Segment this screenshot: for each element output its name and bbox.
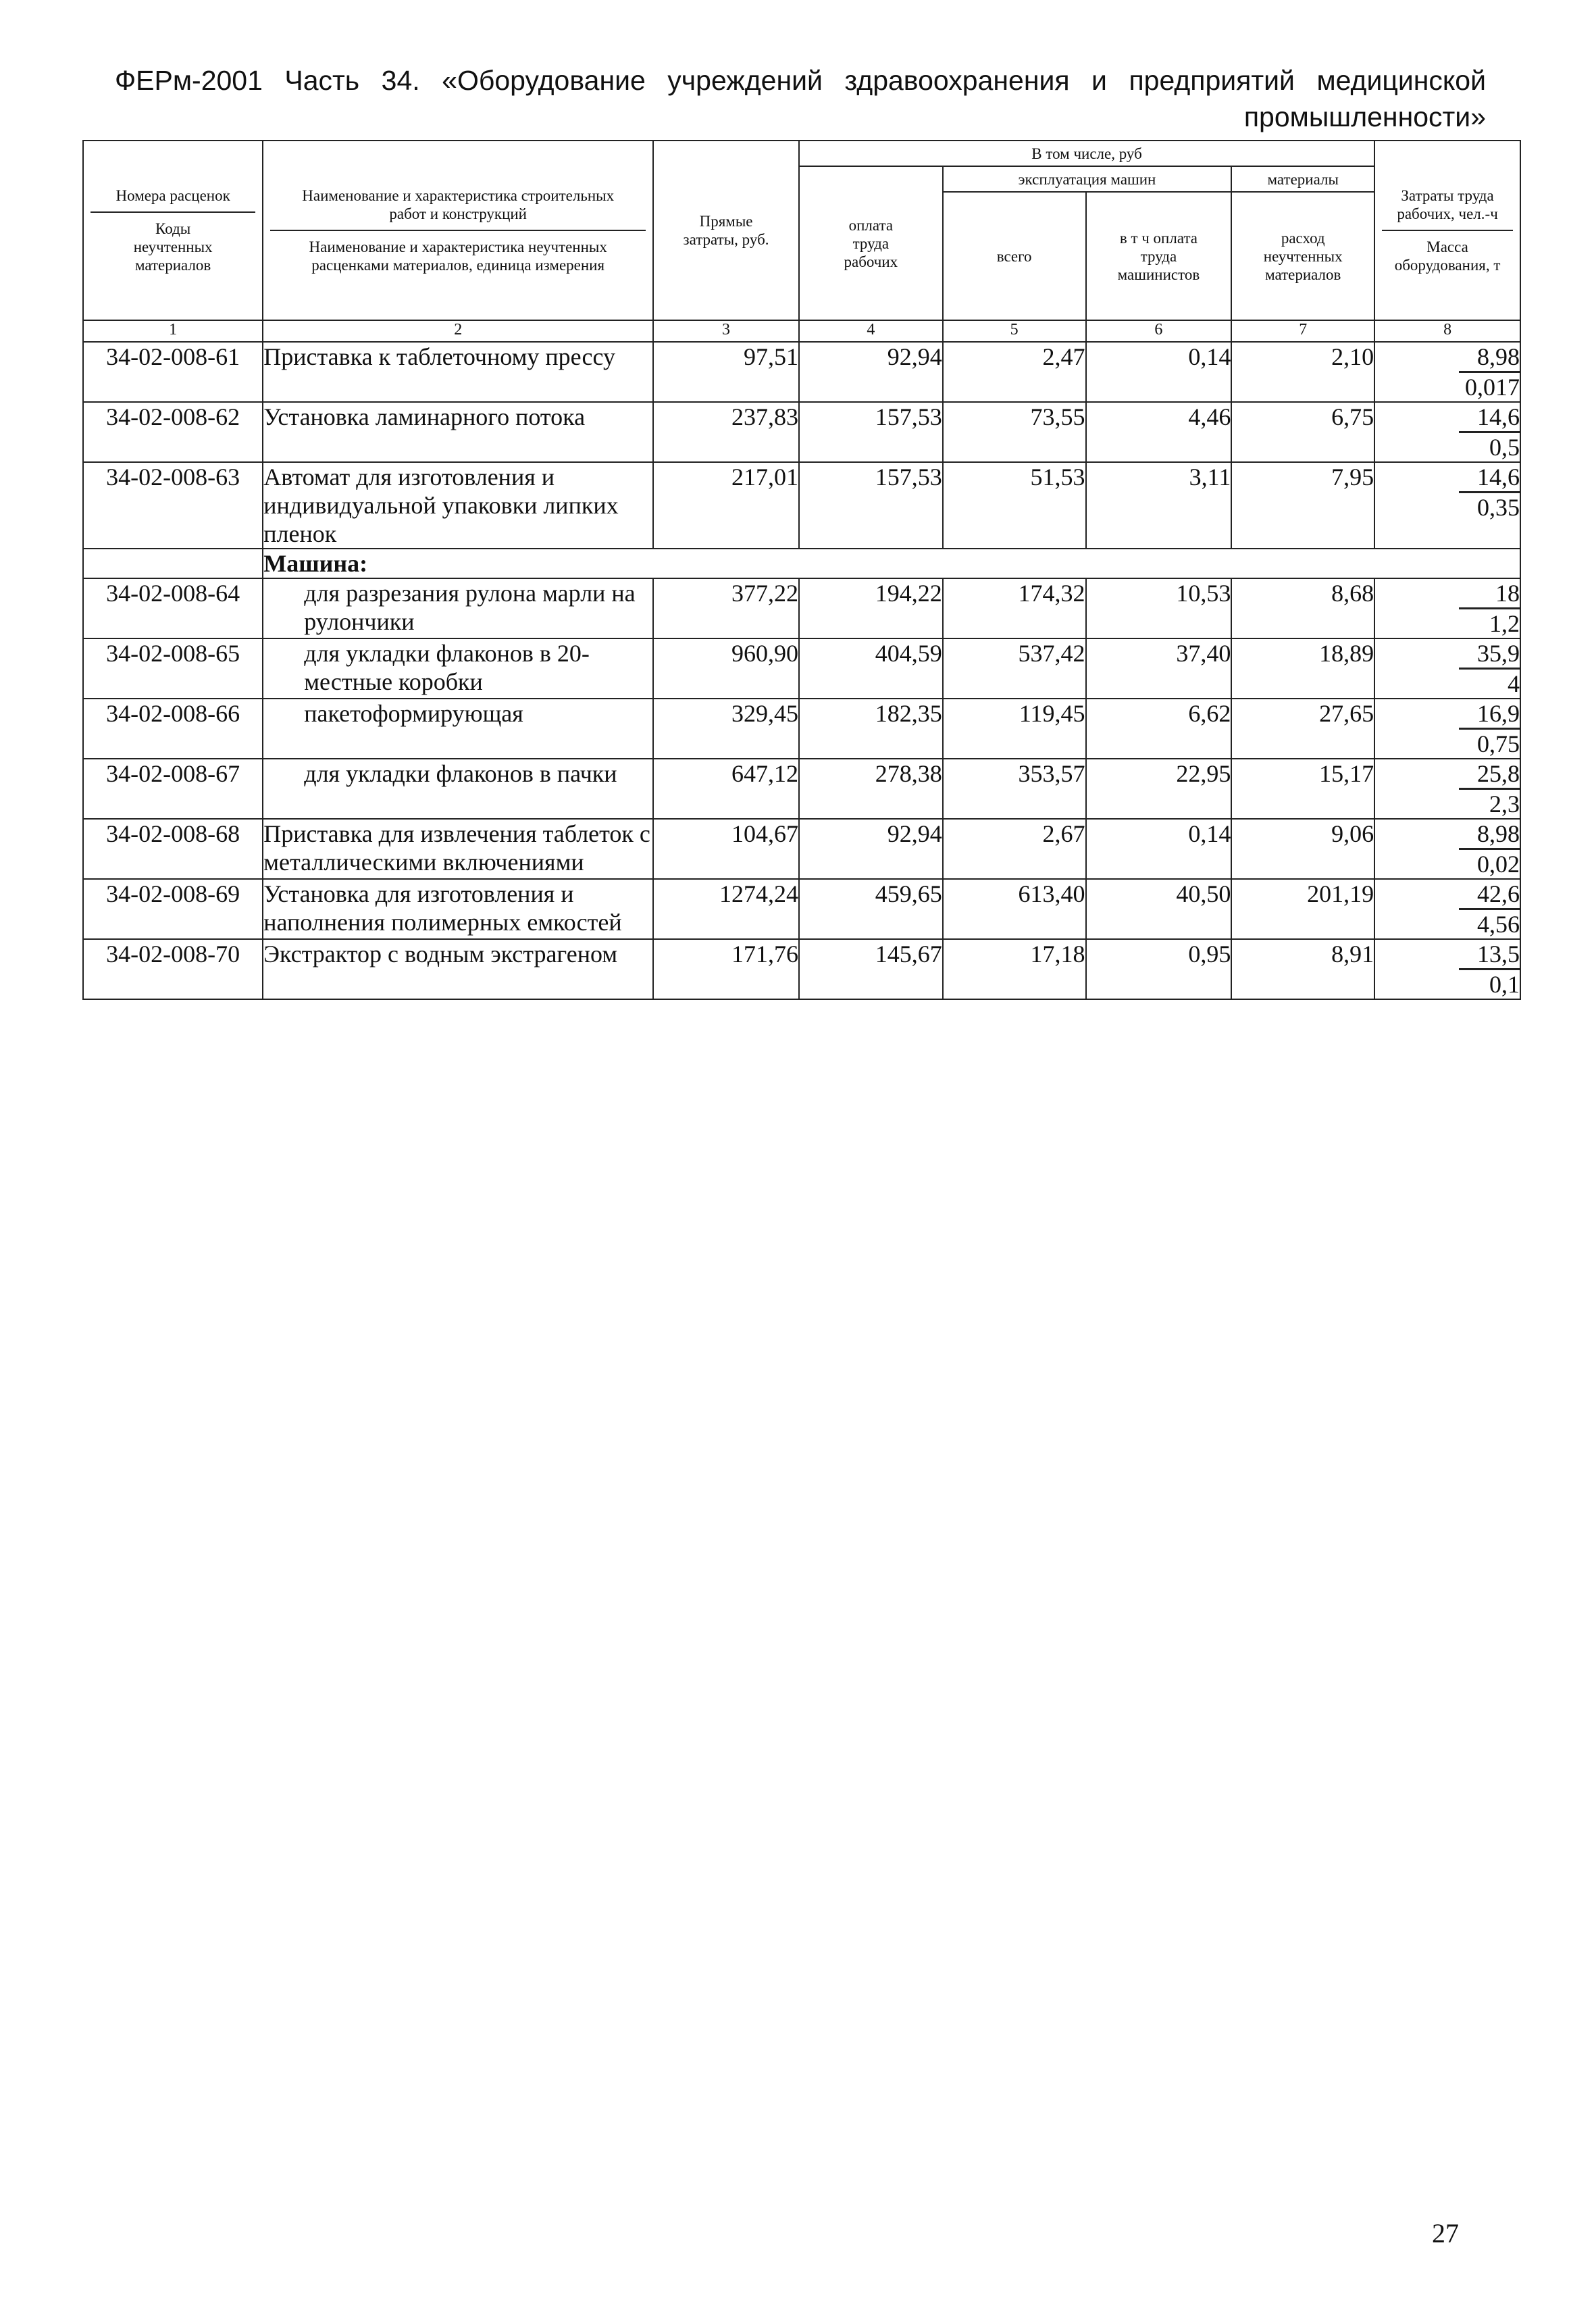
labor-hours: 18 <box>1459 579 1520 609</box>
col-number: 1 <box>83 320 263 342</box>
rate-name: Автомат для изготовления и индивидуальной упаковки липких пленок <box>263 462 653 549</box>
labor-mass-cell <box>1374 638 1520 699</box>
machines-total: 73,55 <box>943 402 1086 462</box>
labor-hours: 42,6 <box>1459 880 1520 910</box>
header-mat-consumption: расход неучтенных материалов <box>1231 192 1374 320</box>
labor-hours: 25,8 <box>1459 759 1520 790</box>
machinists-pay: 0,95 <box>1086 939 1232 999</box>
labor-mass-cell <box>1374 879 1520 939</box>
labor-hours: 8,98 <box>1459 343 1520 373</box>
rate-code: 34-02-008-65 <box>83 638 263 699</box>
machines-total: 51,53 <box>943 462 1086 549</box>
materials-cost: 6,75 <box>1231 402 1374 462</box>
labor-mass-cell <box>1374 699 1520 759</box>
machinists-pay: 10,53 <box>1086 578 1232 638</box>
col-number: 2 <box>263 320 653 342</box>
machines-total: 119,45 <box>943 699 1086 759</box>
header-codes-top: Номера расценок <box>115 187 230 204</box>
materials-cost: 201,19 <box>1231 879 1374 939</box>
rate-code: 34-02-008-69 <box>83 879 263 939</box>
section-label: Машина: <box>263 549 1520 578</box>
equipment-mass: 0,017 <box>1465 374 1520 401</box>
page-title: ФЕРм-2001 Часть 34. «Оборудование учреждений здравоохранения и предприятий медицинской промышленности» <box>115 65 1486 132</box>
header-mach-total: всего <box>943 192 1086 320</box>
labor-pay: 182,35 <box>799 699 943 759</box>
rate-code: 34-02-008-64 <box>83 578 263 638</box>
header-labor <box>1374 141 1520 320</box>
equipment-mass: 0,75 <box>1477 730 1520 757</box>
labor-hours: 14,6 <box>1459 463 1520 493</box>
rate-name: пакетоформирующая <box>263 699 653 759</box>
header-codes <box>83 141 263 320</box>
machines-total: 2,47 <box>943 342 1086 402</box>
equipment-mass: 0,5 <box>1489 434 1520 461</box>
header-labor-bottom: Масса оборудования, т <box>1394 238 1501 274</box>
header-names <box>263 141 653 320</box>
direct-costs: 377,22 <box>653 578 799 638</box>
labor-hours: 14,6 <box>1459 403 1520 433</box>
labor-mass-cell <box>1374 402 1520 462</box>
table-row <box>83 879 1520 939</box>
materials-cost: 18,89 <box>1231 638 1374 699</box>
column-numbers-row <box>83 320 1520 342</box>
machines-total: 174,32 <box>943 578 1086 638</box>
labor-mass-cell <box>1374 939 1520 999</box>
direct-costs: 329,45 <box>653 699 799 759</box>
labor-pay: 157,53 <box>799 402 943 462</box>
table-row <box>83 638 1520 699</box>
equipment-mass: 4 <box>1508 670 1520 697</box>
machinists-pay: 37,40 <box>1086 638 1232 699</box>
materials-cost: 8,68 <box>1231 578 1374 638</box>
header-codes-bottom: Коды неучтенных материалов <box>133 220 213 274</box>
col-number: 6 <box>1086 320 1232 342</box>
header-names-divider <box>270 230 646 231</box>
labor-pay: 157,53 <box>799 462 943 549</box>
machinists-pay: 0,14 <box>1086 819 1232 879</box>
labor-pay: 145,67 <box>799 939 943 999</box>
machines-total: 2,67 <box>943 819 1086 879</box>
rate-name: Установка ламинарного потока <box>263 402 653 462</box>
col-number: 8 <box>1374 320 1520 342</box>
labor-pay: 194,22 <box>799 578 943 638</box>
labor-hours: 35,9 <box>1459 639 1520 670</box>
page-number: 27 <box>1432 2218 1459 2248</box>
equipment-mass: 2,3 <box>1489 790 1520 818</box>
section-row <box>83 549 1520 578</box>
header-labor-top: Затраты труда рабочих, чел.-ч <box>1397 187 1498 222</box>
header-mach-labor: в т ч оплата труда машинистов <box>1086 192 1232 320</box>
labor-hours: 8,98 <box>1459 820 1520 850</box>
machinists-pay: 4,46 <box>1086 402 1232 462</box>
equipment-mass: 0,35 <box>1477 494 1520 521</box>
rates-table <box>82 140 1521 1000</box>
rate-code: 34-02-008-66 <box>83 699 263 759</box>
table-row <box>83 578 1520 638</box>
table-row <box>83 402 1520 462</box>
materials-cost: 7,95 <box>1231 462 1374 549</box>
equipment-mass: 1,2 <box>1489 610 1520 637</box>
col-number: 5 <box>943 320 1086 342</box>
direct-costs: 217,01 <box>653 462 799 549</box>
rate-code: 34-02-008-70 <box>83 939 263 999</box>
rate-name: Приставка к таблеточному прессу <box>263 342 653 402</box>
col-number: 7 <box>1231 320 1374 342</box>
machinists-pay: 40,50 <box>1086 879 1232 939</box>
labor-pay: 278,38 <box>799 759 943 819</box>
labor-mass-cell <box>1374 342 1520 402</box>
header-row-1 <box>83 141 1520 166</box>
materials-cost: 9,06 <box>1231 819 1374 879</box>
table-row <box>83 342 1520 402</box>
labor-pay: 459,65 <box>799 879 943 939</box>
table-row <box>83 759 1520 819</box>
rate-code: 34-02-008-63 <box>83 462 263 549</box>
direct-costs: 647,12 <box>653 759 799 819</box>
header-labor-divider <box>1382 230 1513 231</box>
labor-mass-cell <box>1374 819 1520 879</box>
col-number: 3 <box>653 320 799 342</box>
equipment-mass: 0,02 <box>1477 851 1520 878</box>
equipment-mass: 4,56 <box>1477 911 1520 938</box>
section-empty-cell <box>83 549 263 578</box>
rate-code: 34-02-008-61 <box>83 342 263 402</box>
rate-name: Приставка для извлечения таблеток с металлическими включениями <box>263 819 653 879</box>
rate-code: 34-02-008-62 <box>83 402 263 462</box>
rate-name: для разрезания рулона марли на рулончики <box>263 578 653 638</box>
direct-costs: 237,83 <box>653 402 799 462</box>
direct-costs: 1274,24 <box>653 879 799 939</box>
rate-name: Установка для изготовления и наполнения полимерных емкостей <box>263 879 653 939</box>
direct-costs: 104,67 <box>653 819 799 879</box>
materials-cost: 15,17 <box>1231 759 1374 819</box>
equipment-mass: 0,1 <box>1489 971 1520 998</box>
machinists-pay: 3,11 <box>1086 462 1232 549</box>
header-direct-costs: Прямые затраты, руб. <box>653 141 799 320</box>
machinists-pay: 22,95 <box>1086 759 1232 819</box>
table-row <box>83 462 1520 549</box>
direct-costs: 960,90 <box>653 638 799 699</box>
direct-costs: 97,51 <box>653 342 799 402</box>
labor-hours: 16,9 <box>1459 699 1520 730</box>
header-codes-divider <box>91 211 255 213</box>
direct-costs: 171,76 <box>653 939 799 999</box>
labor-pay: 404,59 <box>799 638 943 699</box>
rate-name: для укладки флаконов в 20-местные коробки <box>263 638 653 699</box>
header-labor-pay: оплата труда рабочих <box>799 166 943 320</box>
materials-cost: 2,10 <box>1231 342 1374 402</box>
header-names-top: Наименование и характеристика строительных работ и конструкций <box>302 187 615 222</box>
materials-cost: 8,91 <box>1231 939 1374 999</box>
machinists-pay: 6,62 <box>1086 699 1232 759</box>
machines-total: 613,40 <box>943 879 1086 939</box>
header-including: В том числе, руб <box>799 141 1374 166</box>
rate-name: Экстрактор с водным экстрагеном <box>263 939 653 999</box>
labor-mass-cell <box>1374 759 1520 819</box>
table-row <box>83 939 1520 999</box>
rate-code: 34-02-008-68 <box>83 819 263 879</box>
machines-total: 537,42 <box>943 638 1086 699</box>
table-row <box>83 699 1520 759</box>
header-machines: эксплуатация машин <box>943 166 1232 192</box>
machines-total: 353,57 <box>943 759 1086 819</box>
labor-mass-cell <box>1374 462 1520 549</box>
machines-total: 17,18 <box>943 939 1086 999</box>
rate-code: 34-02-008-67 <box>83 759 263 819</box>
table-row <box>83 819 1520 879</box>
labor-mass-cell <box>1374 578 1520 638</box>
header-names-bottom: Наименование и характеристика неучтенных расценками материалов, единица измерения <box>309 238 607 274</box>
labor-hours: 13,5 <box>1459 940 1520 970</box>
header-materials: материалы <box>1231 166 1374 192</box>
rate-name: для укладки флаконов в пачки <box>263 759 653 819</box>
col-number: 4 <box>799 320 943 342</box>
labor-pay: 92,94 <box>799 342 943 402</box>
materials-cost: 27,65 <box>1231 699 1374 759</box>
labor-pay: 92,94 <box>799 819 943 879</box>
machinists-pay: 0,14 <box>1086 342 1232 402</box>
